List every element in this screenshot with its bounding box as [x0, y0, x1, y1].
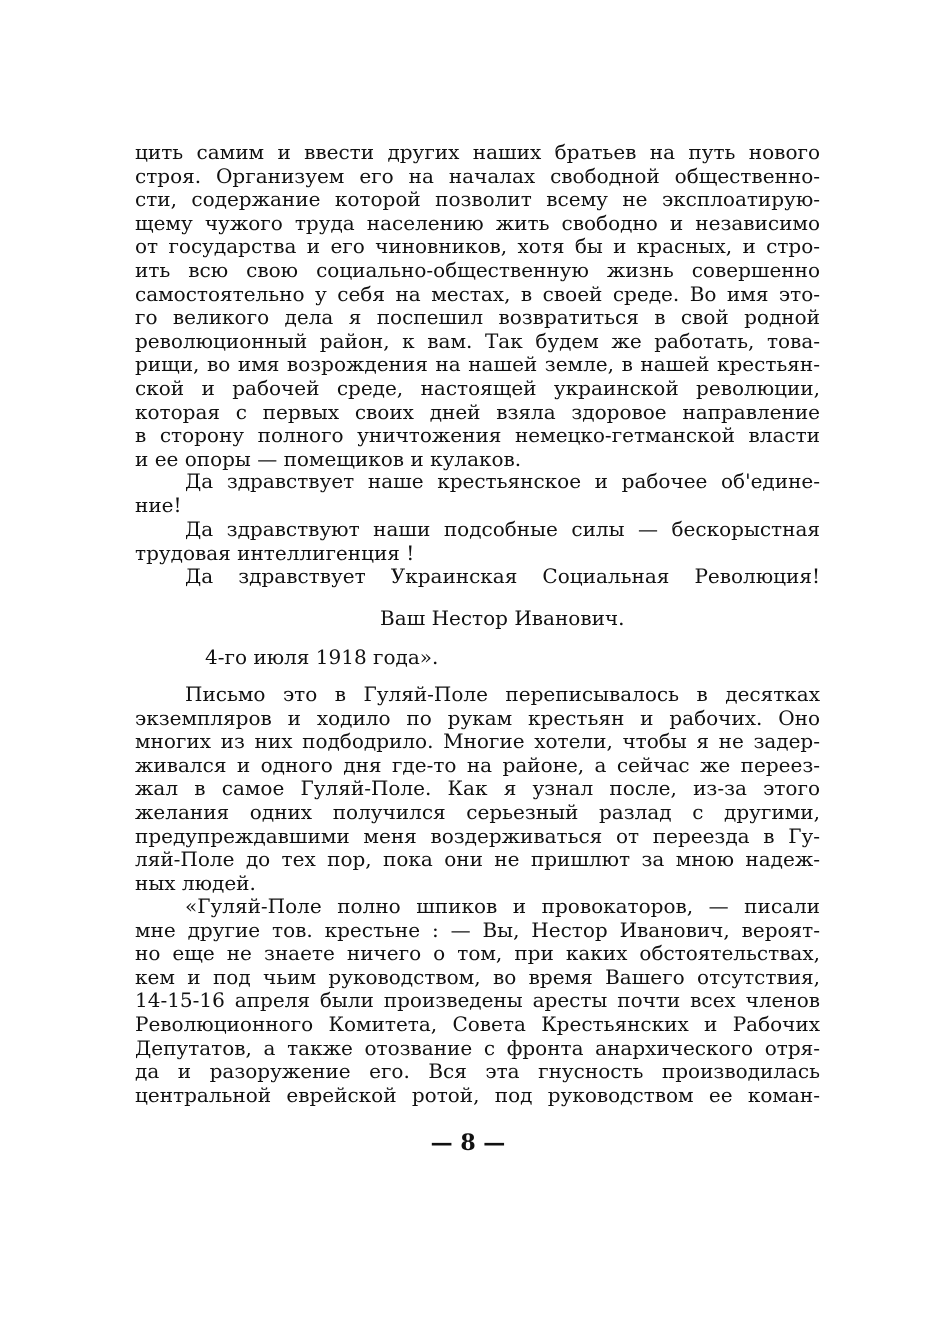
letter-signature: Ваш Нестор Иванович.	[380, 606, 625, 630]
slogan-union	[135, 470, 820, 517]
text-line: Да здравствует наше крестьянское и рабочее об'едине-	[185, 469, 820, 493]
slogan-intelligentsia	[135, 518, 820, 565]
text-line: живался и одного дня где-то на районе, а сейчас же переез-	[135, 752, 820, 777]
text-line: Да здравствует Украинская Социальная Революция!	[185, 564, 820, 588]
text-line: Да здравствуют наши подсобные силы — бескорыстная	[185, 517, 820, 541]
text-line: Революционного Комитета, Совета Крестьянских и Рабочих	[135, 1011, 820, 1036]
text-line: от государства и его чиновников, хотя бы и красных, и стро-	[135, 234, 820, 259]
text-line: сти, содержание которой позволит всему не эксплоатирую-	[135, 187, 820, 212]
text-line: и ее опоры — помещиков и кулаков.	[135, 446, 522, 471]
text-line: го великого дела я поспешил возвратиться в свой родной	[135, 305, 820, 330]
slogan-revolution	[135, 565, 820, 589]
text-line: жал в самое Гуляй-Поле. Как я узнал после, из-за этого	[135, 776, 820, 801]
paragraph-narrative	[135, 683, 820, 895]
text-line: строя. Организуем его на началах свободной общественно-	[135, 163, 820, 188]
text-line: самостоятельно у себя на местах, в своей среде. Во имя это-	[135, 281, 820, 306]
page-number: — 8 —	[430, 1130, 506, 1156]
text-line: но еще не знаете ничего о том, при каких обстоятельствах,	[135, 941, 820, 966]
text-line: многих из них подбодрило. Многие хотели, чтобы я не задер-	[135, 729, 820, 754]
text-line: центральной еврейской ротой, под руководством ее коман-	[135, 1082, 820, 1107]
text-line: 14-15-16 апреля были произведены аресты почти всех членов	[135, 988, 820, 1013]
paragraph-letter-body	[135, 141, 820, 471]
text-line: кем и под чьим руководством, во время Вашего отсутствия,	[135, 964, 820, 989]
text-line: в сторону полного уничтожения немецко-гетманской власти	[135, 423, 820, 448]
paragraph-quoted-letter	[135, 895, 820, 1107]
text-line: ных людей.	[135, 870, 256, 895]
text-line: ние!	[135, 492, 182, 517]
text-line: щему чужого труда населению жить свободно и независимо	[135, 210, 820, 235]
text-line: ляй-Поле до тех пор, пока они не пришлют за мною надеж-	[135, 847, 820, 872]
text-line: желания одних получился серьезный разлад с другими,	[135, 799, 820, 824]
text-line: цить самим и ввести других наших братьев на путь нового	[135, 140, 820, 164]
text-line: предупреждавшими меня воздерживаться от переезда в Гу-	[135, 823, 820, 848]
text-line: трудовая интеллигенция !	[135, 540, 415, 565]
text-line: ской и рабочей среде, настоящей украинской революции,	[135, 375, 820, 400]
text-line: «Гуляй-Поле полно шпиков и провокаторов, — писали	[185, 894, 820, 918]
text-line: да и разоружение его. Вся эта гнусность производилась	[135, 1059, 820, 1084]
text-line: которая с первых своих дней взяла здоровое направление	[135, 399, 820, 424]
text-line: рищи, во имя возрождения на нашей земле, в нашей крестьян-	[135, 352, 820, 377]
text-line: революционный район, к вам. Так будем же работать, това-	[135, 328, 820, 353]
text-line: мне другие тов. крестьне : — Вы, Нестор Иванович, вероят-	[135, 917, 820, 942]
letter-date: 4-го июля 1918 года».	[205, 645, 439, 669]
text-line: Письмо это в Гуляй-Поле переписывалось в десятках	[185, 682, 820, 706]
text-line: экземпляров и ходило по рукам крестьян и рабочих. Оно	[135, 705, 820, 730]
text-line: ить всю свою социально-общественную жизнь совершенно	[135, 257, 820, 282]
text-line: Депутатов, а также отозвание с фронта анархического отря-	[135, 1035, 820, 1060]
